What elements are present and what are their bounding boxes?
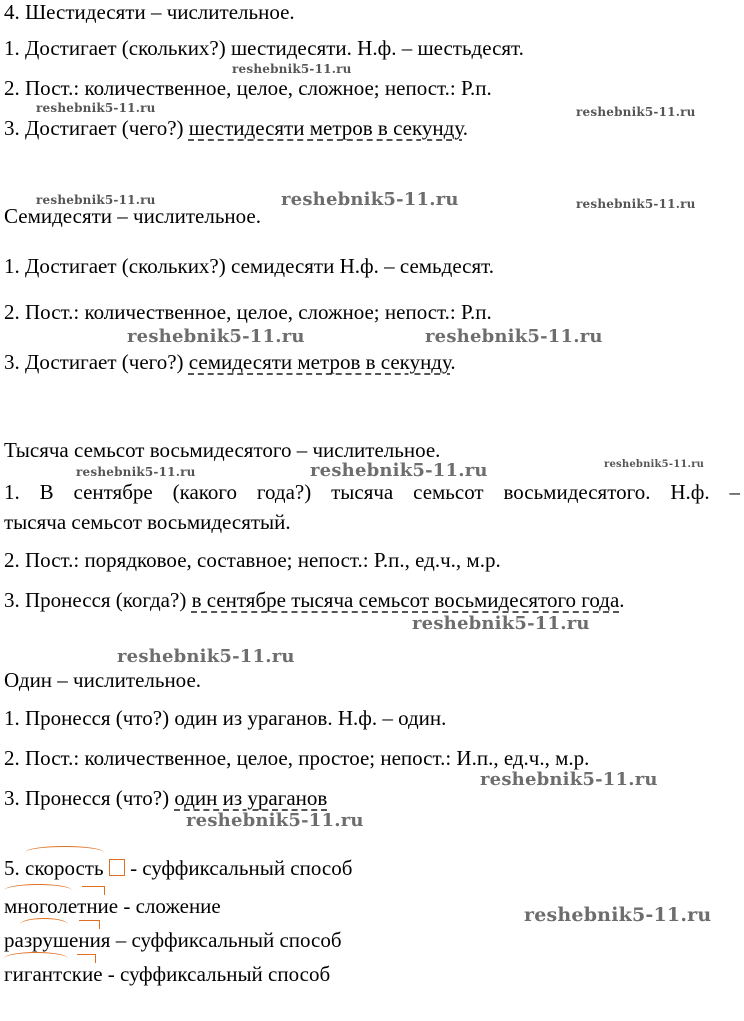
section5-item-2 [4,894,221,918]
section5-item-1 [4,856,352,880]
word1-phrase: шестидесяти метров в секунду [188,116,463,140]
word2-phrase: семидесяти метров в секунду [188,350,451,374]
section5-item-1-prefix: 5. [4,856,25,880]
word4-point3 [4,786,327,810]
morph-word-text: разрушения [4,928,111,952]
word4-point3-prefix: 3. Пронесся (что?) [4,786,175,810]
word2-point1: 1. Достигает (скольких?) семидесяти Н.ф. – семьдесят. [4,254,494,278]
watermark: reshebnik5-11.ru [76,465,196,479]
watermark: reshebnik5-11.ru [412,613,590,634]
morph-word-text: гигантские [4,962,103,986]
watermark: reshebnik5-11.ru [186,810,364,831]
watermark: reshebnik5-11.ru [117,646,295,667]
watermark: reshebnik5-11.ru [576,197,696,211]
word4-phrase: один из ураганов [174,786,328,810]
section5-item-4 [4,962,330,986]
watermark: reshebnik5-11.ru [36,101,156,115]
word4-title: Один – числительное. [4,668,202,692]
section-4-heading: 4. Шестидесяти – числительное. [4,0,295,24]
morph-word-text: многолетние [4,894,119,918]
zero-ending-box [109,859,125,876]
word2-title: Семидесяти – числительное. [4,204,261,228]
watermark: reshebnik5-11.ru [524,904,712,926]
word3-point1-line2: тысяча семьсот восьмидесятый. [4,510,291,534]
section5-item-4-rest: - суффиксальный способ [102,962,331,986]
word1-point3-suffix: . [462,116,468,140]
word2-point3 [4,350,456,374]
word2-point3-suffix: . [450,350,456,374]
suffix-mark [79,920,100,929]
watermark: reshebnik5-11.ru [310,460,488,481]
morph-word-gigantskie [4,962,103,986]
word3-title: Тысяча семьсот восьмидесятого – числительное. [4,438,441,462]
watermark: reshebnik5-11.ru [604,459,705,470]
watermark: reshebnik5-11.ru [425,326,603,347]
word3-point2: 2. Пост.: порядковое, составное; непост.: Р.п., ед.ч., м.р. [4,548,501,572]
watermark: reshebnik5-11.ru [232,62,352,76]
word3-point3 [4,588,625,612]
word3-phrase: в сентябре тысяча семьсот восьмидесятого года [191,588,620,612]
section5-item-3 [4,928,342,952]
word2-point2: 2. Пост.: количественное, целое, сложное; непост.: Р.п. [4,300,492,324]
suffix-mark [82,886,105,895]
root-arc-mark [4,952,68,965]
word1-point3-prefix: 3. Достигает (чего?) [4,116,189,140]
word2-point3-prefix: 3. Достигает (чего?) [4,350,189,374]
word1-point3 [4,116,468,140]
word3-point3-suffix: . [619,588,625,612]
watermark: reshebnik5-11.ru [36,193,156,207]
word1-point2: 2. Пост.: количественное, целое, сложное; непост.: Р.п. [4,76,492,100]
suffix-mark [77,954,96,963]
root-arc-mark [20,918,68,931]
root-arc-mark [4,884,72,897]
word3-point1-line1: 1. В сентябре (какого года?) тысяча семьсот восьмидесятого. Н.ф. – [4,480,740,504]
morph-word-skorost [25,856,104,880]
watermark: reshebnik5-11.ru [576,105,696,119]
watermark: reshebnik5-11.ru [127,326,305,347]
morph-word-text: скорость [25,856,104,880]
section5-item-3-rest: – суффиксальный способ [110,928,342,952]
section5-item-1-rest: - суффиксальный способ [124,856,353,880]
watermark: reshebnik5-11.ru [480,769,658,790]
word3-point3-prefix: 3. Пронесся (когда?) [4,588,192,612]
word4-point1: 1. Пронесся (что?) один из ураганов. Н.ф. – один. [4,706,447,730]
word1-point1: 1. Достигает (скольких?) шестидесяти. Н.ф. – шестьдесят. [4,36,524,60]
morph-word-mnogoletnie [4,894,118,918]
morph-word-razrusheniya [4,928,110,952]
root-arc-mark [25,846,104,859]
word4-point2: 2. Пост.: количественное, целое, простое; непост.: И.п., ед.ч., м.р. [4,746,590,770]
watermark: reshebnik5-11.ru [281,189,459,210]
section5-item-2-rest: - сложение [118,894,221,918]
